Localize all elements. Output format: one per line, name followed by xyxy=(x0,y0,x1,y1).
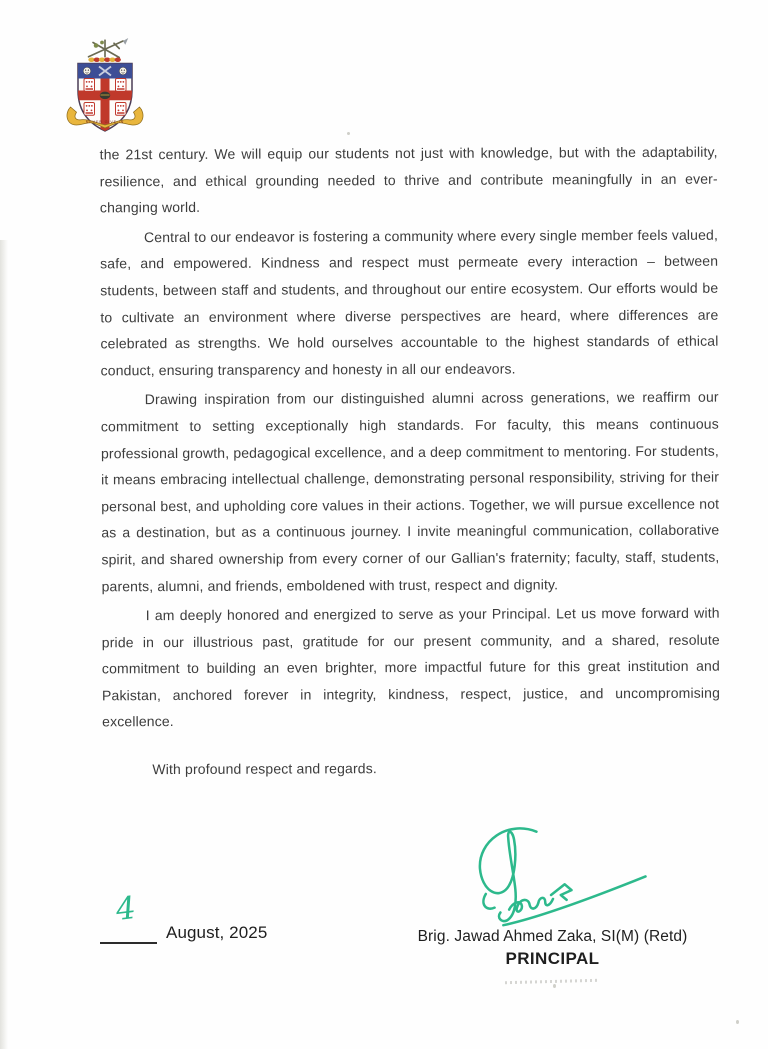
letter-body xyxy=(100,139,721,783)
scan-edge-shadow xyxy=(0,240,8,1049)
crest-motto: NEVER GIVE IN xyxy=(85,120,125,125)
handwritten-day-ink: 4 xyxy=(113,889,138,929)
scan-speck xyxy=(736,1020,739,1024)
crest-weapons xyxy=(89,40,124,57)
letter-paragraph-4: I am deeply honored and energized to serve as your Principal. Let us move forward with pride in our illustrious past, gratitude for our present community, and a shared, resolute commitment to building an even brighter, more impactful future for this great institution and Pakistan, anchored forever in integrity, kindness, respect, justice, and uncompromising excellence. xyxy=(101,604,721,730)
crest-wreath xyxy=(88,58,121,63)
letter-closing: With profound respect and regards. xyxy=(152,760,377,778)
school-crest-icon xyxy=(60,36,150,136)
scan-smudge xyxy=(505,979,600,984)
signature-block xyxy=(400,820,705,969)
signatory-name: Brig. Jawad Ahmed Zaka, SI(M) (Retd) xyxy=(417,928,688,945)
date-block xyxy=(100,889,320,958)
letter-paragraph-2: Central to our endeavor is fostering a community where every single member feels valued, safe, and empowered. Kindness and respect must permeate every interaction – between students, between staff and students, and throughout our entire ecosystem. Our efforts would be to cultivate an environment where diverse perspectives are heard, where differences are celebrated as strengths. We hold ourselves accountable to the highest standards of ethical conduct, ensuring transparency and honesty in all our endeavors. xyxy=(100,226,719,379)
signatory-title: PRINCIPAL xyxy=(505,949,600,968)
date-underline xyxy=(100,942,157,944)
date-text: August, 2025 xyxy=(166,923,268,942)
scan-speck xyxy=(553,984,556,988)
letter-paragraph-1: the 21st century. We will equip our students not just with knowledge, but with the adaptability, resilience, and ethical grounding needed to thrive and contribute meaningfully in an ever-changing world. xyxy=(99,143,718,216)
scan-speck xyxy=(347,132,350,135)
signature-ink xyxy=(448,820,658,932)
school-crest xyxy=(60,36,150,136)
letter-paragraph-3: Drawing inspiration from our distinguished alumni across generations, we reaffirm our commitment to setting exceptionally high standards. For faculty, this means continuous professional growth, pedagogical excellence, and a deep commitment to mentoring. For students, it means embracing intellectual challenge, demonstrating personal responsibility, striving for their personal best, and upholding core values in their actions. Together, we will pursue excellence not as a destination, but as a continuous journey. I invite meaningful communication, collaborative spirit, and shared ownership from every corner of our Gallian's fraternity; faculty, staff, students, parents, alumni, and friends, emboldened with trust, respect and dignity. xyxy=(100,388,720,594)
